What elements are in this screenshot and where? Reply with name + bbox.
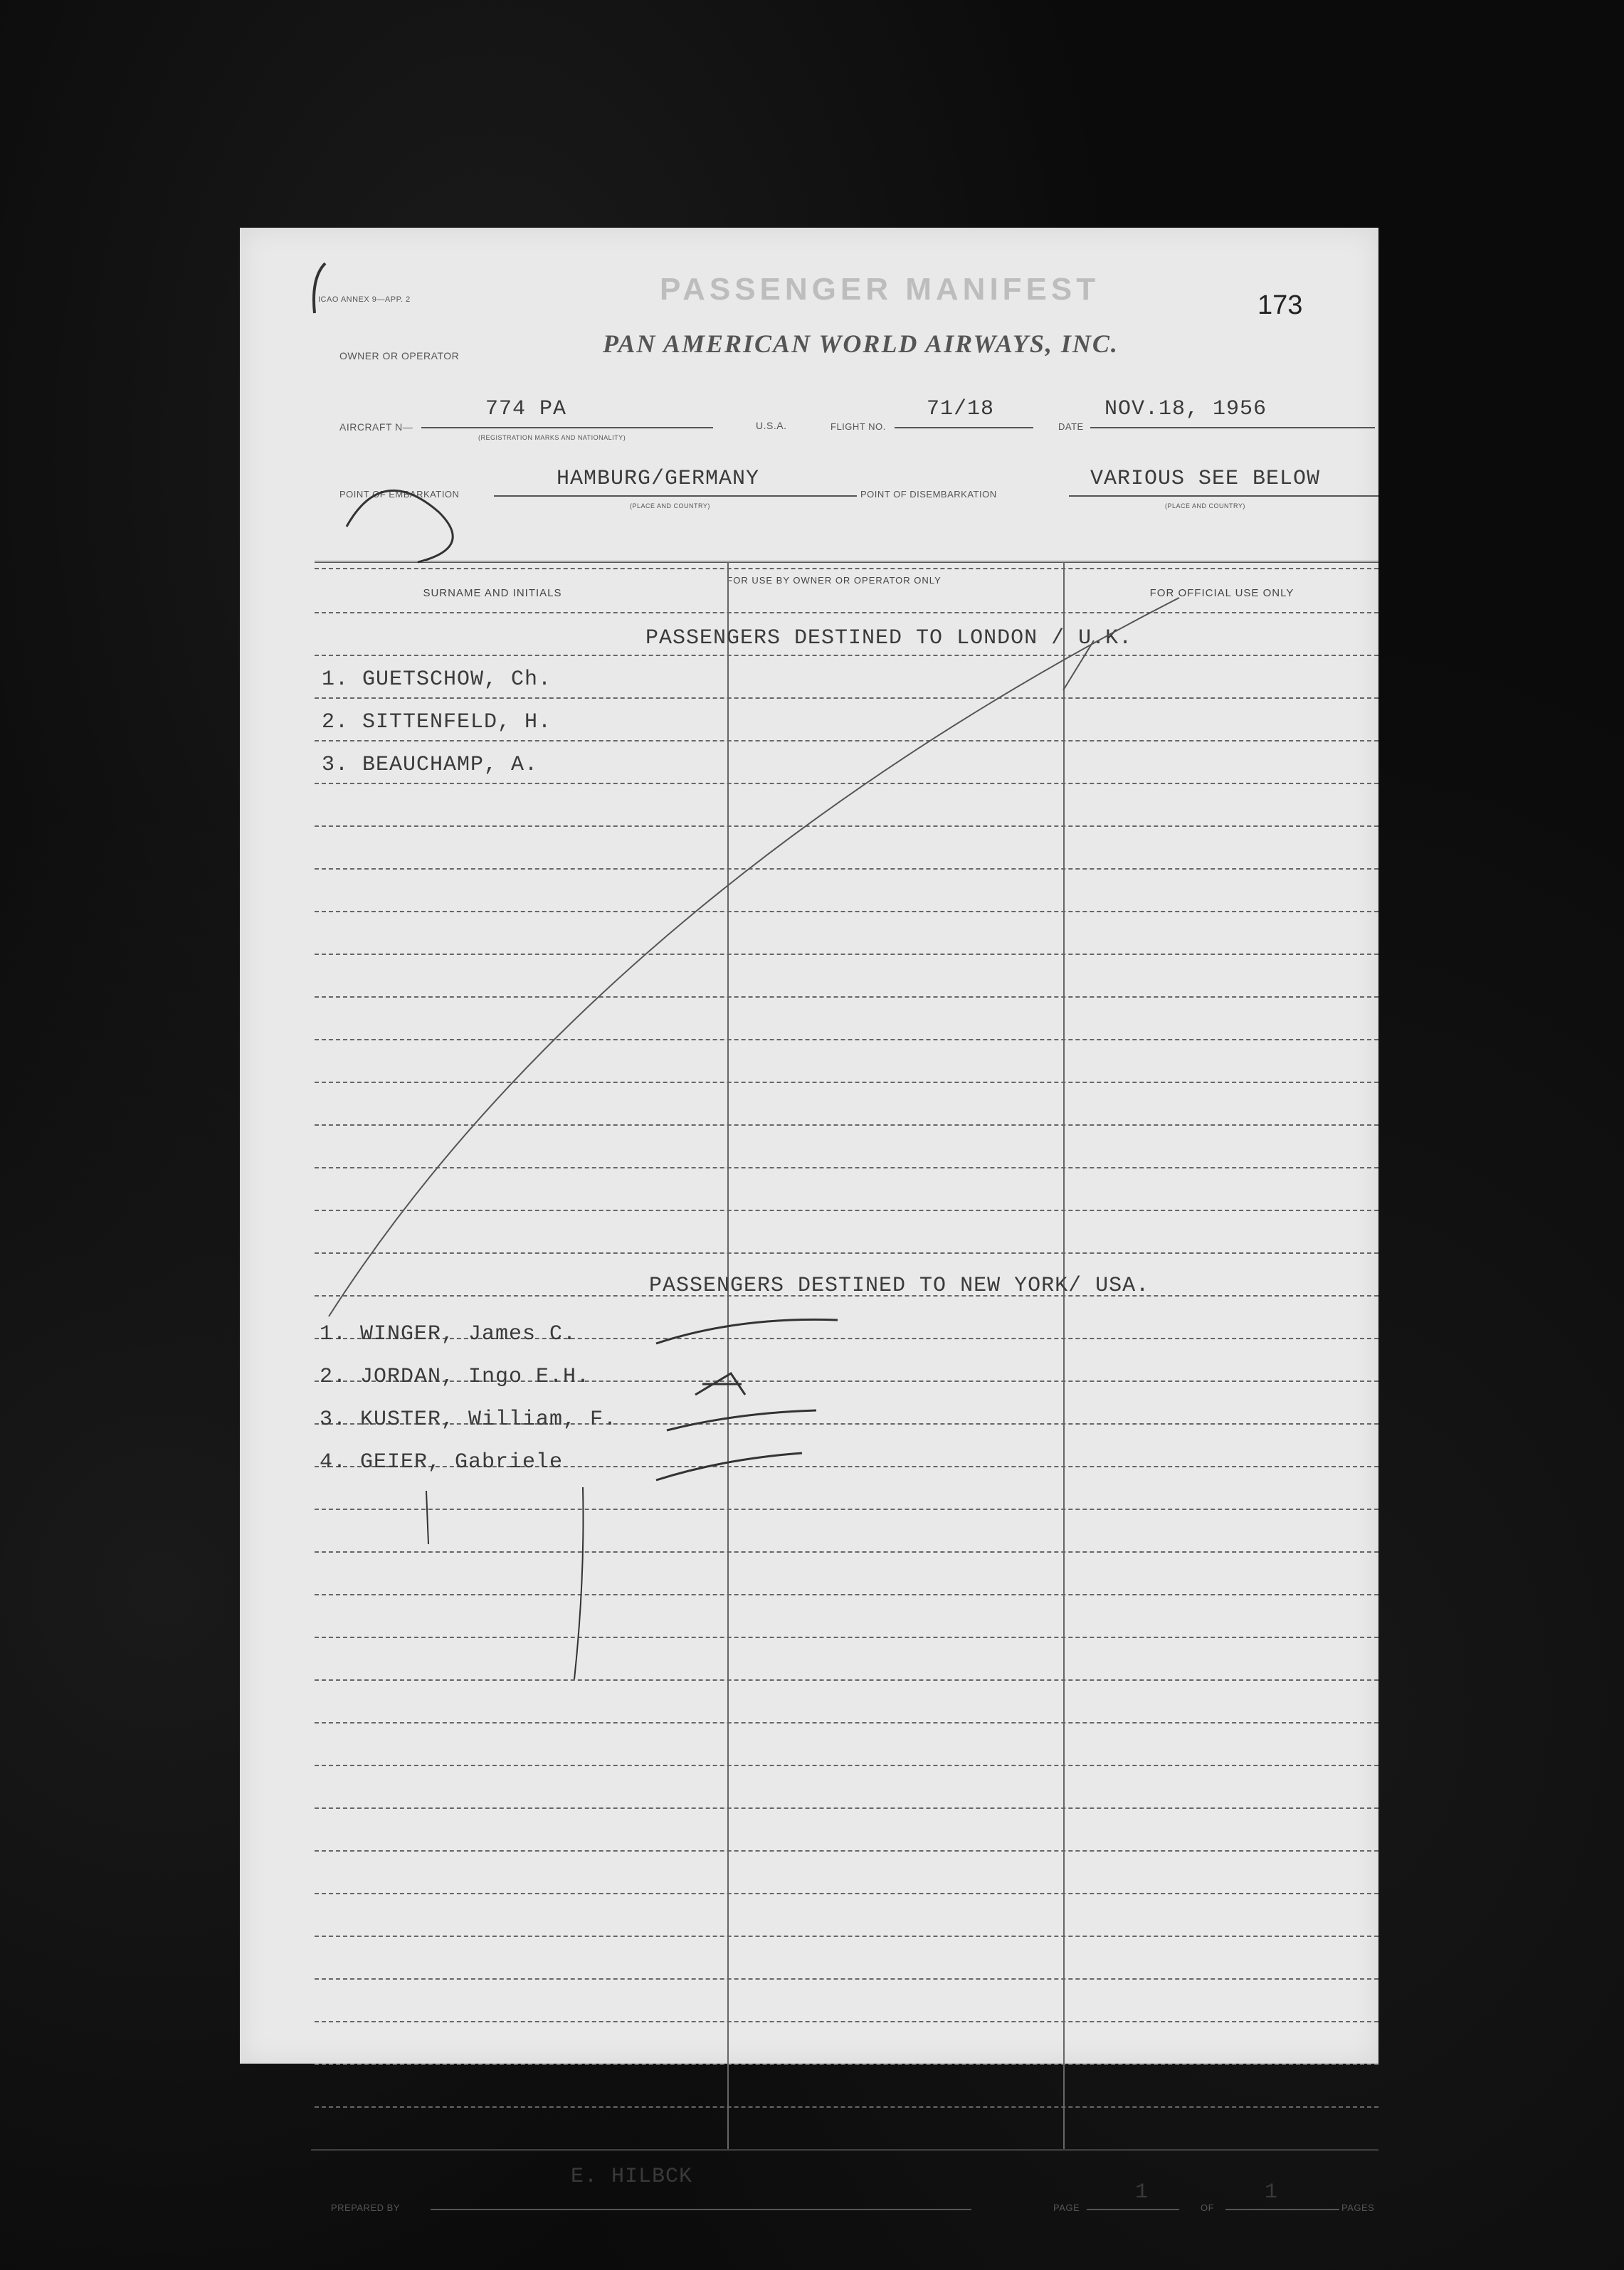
prepared-by-value: E. HILBCK: [571, 2165, 693, 2189]
handwritten-initial-mark: [347, 490, 453, 562]
handwritten-tick: [656, 1453, 802, 1480]
date-label: DATE: [1058, 421, 1084, 432]
page-number: 173: [1257, 290, 1303, 320]
table-bottom-border: [311, 2149, 1378, 2151]
owner-label: OWNER OR OPERATOR: [339, 350, 460, 361]
handwritten-vertical-mark: [574, 1487, 584, 1679]
manifest-sheet: [240, 228, 1378, 2213]
handwritten-marks: [240, 228, 1378, 2064]
passenger-row: 3. BEAUCHAMP, A.: [322, 753, 539, 777]
handwritten-letter-a: [695, 1373, 745, 1395]
disembarkation-label: POINT OF DISEMBARKATION: [860, 489, 997, 500]
date-value: NOV.18, 1956: [1104, 397, 1267, 421]
group-heading-london: PASSENGERS DESTINED TO LONDON / U.K.: [645, 626, 1133, 650]
passenger-row: 1. GUETSCHOW, Ch.: [322, 667, 552, 692]
prepared-underline: [431, 2209, 971, 2210]
disembarkation-value: VARIOUS SEE BELOW: [1090, 467, 1321, 491]
prepared-by-label: PREPARED BY: [331, 2202, 401, 2213]
pages-label: PAGES: [1341, 2202, 1375, 2213]
handwritten-bracket-mark: [314, 263, 325, 313]
handwritten-vertical-mark: [426, 1491, 428, 1544]
of-underline: [1225, 2209, 1339, 2210]
page-underline: [1087, 2209, 1179, 2210]
of-value: 1: [1265, 2180, 1279, 2205]
flight-value: 71/18: [927, 397, 995, 421]
row-rule: [315, 2064, 1378, 2065]
diagonal-strike-end: [1063, 640, 1094, 690]
diagonal-strike-line: [329, 598, 1179, 1316]
disembarkation-caption: (PLACE AND COUNTRY): [1165, 502, 1245, 510]
passenger-row: 4. GEIER, Gabriele: [320, 1450, 564, 1474]
handwritten-tick: [667, 1410, 816, 1430]
handwritten-tick: [656, 1319, 838, 1343]
aircraft-caption: (REGISTRATION MARKS AND NATIONALITY): [478, 434, 626, 441]
passenger-row: 2. JORDAN, Ingo E.H.: [320, 1365, 591, 1389]
passenger-row: 3. KUSTER, William, F.: [320, 1408, 618, 1432]
form-title: PASSENGER MANIFEST: [660, 272, 1100, 307]
aircraft-label: AIRCRAFT N—: [339, 421, 413, 433]
page-value: 1: [1135, 2180, 1149, 2205]
header-surname: SURNAME AND INITIALS: [423, 587, 562, 599]
passenger-row: 2. SITTENFELD, H.: [322, 710, 552, 734]
embarkation-label: POINT OF EMBARKATION: [339, 489, 460, 500]
owner-value: PAN AMERICAN WORLD AIRWAYS, INC.: [603, 329, 1119, 358]
page-label: PAGE: [1053, 2202, 1080, 2213]
embarkation-value: HAMBURG/GERMANY: [557, 467, 760, 491]
row-rule: [315, 2106, 1378, 2108]
header-official-use: FOR OFFICIAL USE ONLY: [1149, 587, 1295, 599]
passenger-row: 1. WINGER, James C.: [320, 1322, 577, 1346]
aircraft-value: 774 PA: [485, 397, 567, 421]
country: U.S.A.: [756, 420, 787, 431]
header-owner-use: FOR USE BY OWNER OR OPERATOR ONLY: [727, 575, 942, 586]
form-reference: ICAO ANNEX 9—APP. 2: [318, 295, 411, 304]
embarkation-caption: (PLACE AND COUNTRY): [630, 502, 710, 510]
group-heading-new-york: PASSENGERS DESTINED TO NEW YORK/ USA.: [649, 1274, 1150, 1298]
of-label: OF: [1201, 2202, 1215, 2213]
flight-label: FLIGHT NO.: [831, 421, 886, 432]
